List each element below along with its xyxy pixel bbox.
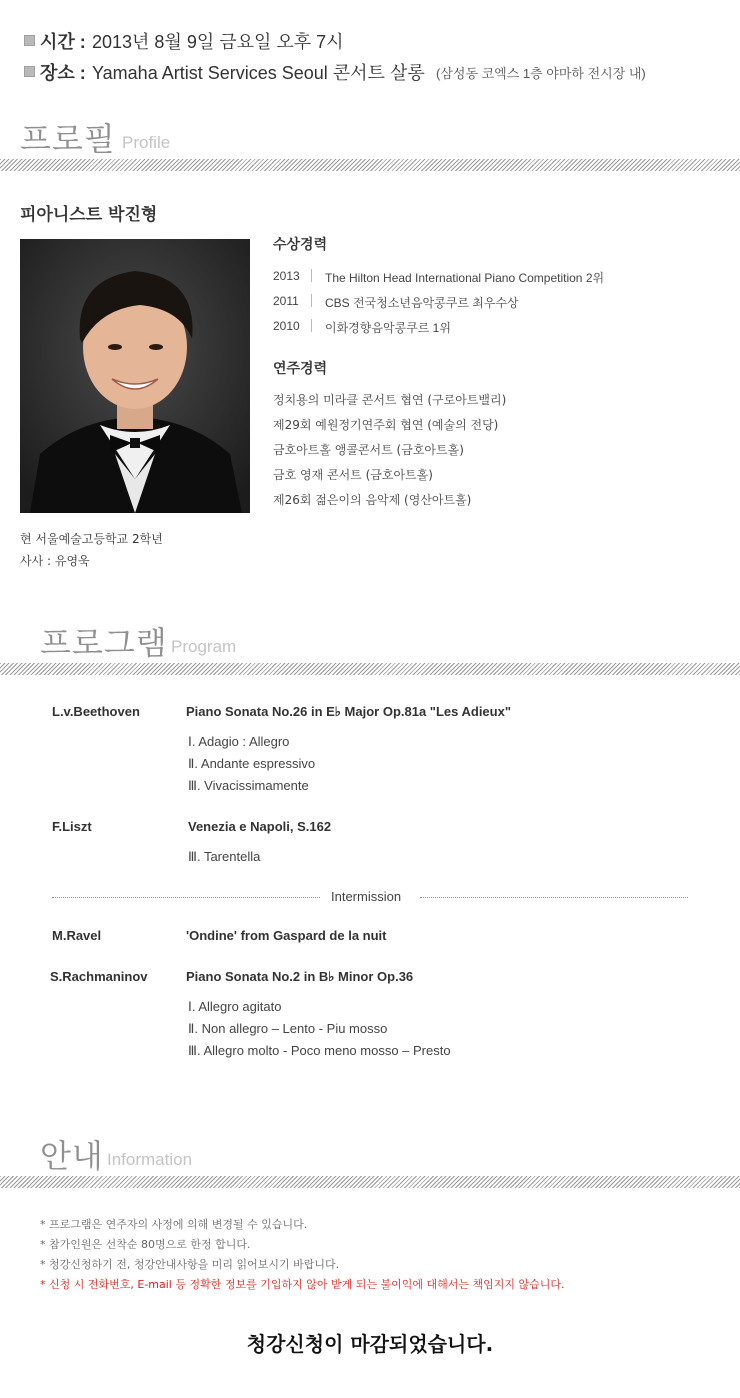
separator — [311, 269, 312, 282]
pianist-name: 피아니스트 박진형 — [20, 205, 158, 225]
piece-title: Venezia e Napoli, S.162 — [188, 819, 332, 834]
movement: Ⅲ. Allegro molto - Poco meno mosso – Presto — [188, 1043, 451, 1058]
intermission-line-left — [52, 897, 320, 898]
piece-title: 'Ondine' from Gaspard de la nuit — [186, 928, 387, 943]
movement: Ⅲ. Vivacissimamente — [188, 778, 309, 793]
place-detail: (삼성동 코엑스 1층 야마하 전시장 내) — [436, 66, 646, 81]
place-value: Yamaha Artist Services Seoul 콘서트 살롱 — [92, 63, 425, 83]
place-label: 장소 : — [40, 63, 86, 83]
section-divider — [0, 1176, 740, 1188]
award-text: 이화경향음악콩쿠르 1위 — [325, 321, 451, 335]
info-warning: * 신청 시 전화번호, E-mail 등 정확한 정보를 기입하지 않아 받게 되는 불이익에 대해서는 책임지지 않습니다. — [40, 1278, 565, 1291]
performance-item: 제29회 예원정기연주회 협연 (예술의 전당) — [273, 418, 499, 432]
award-year: 2013 — [273, 269, 300, 283]
intermission-line-right — [420, 897, 688, 898]
separator — [311, 294, 312, 307]
section-divider — [0, 663, 740, 675]
composer: L.v.Beethoven — [52, 704, 140, 719]
composer: S.Rachmaninov — [50, 969, 148, 984]
program-heading-en: Program — [171, 637, 237, 656]
performance-heading: 연주경력 — [273, 361, 328, 377]
profile-heading: 프로필 — [20, 120, 116, 158]
performance-item: 금호아트홀 앵콜콘서트 (금호아트홀) — [273, 443, 464, 457]
info-note: * 청강신청하기 전, 청강안내사항을 미리 읽어보시기 바랍니다. — [40, 1258, 340, 1271]
performance-item: 제26회 젊은이의 음악제 (영산아트홀) — [273, 493, 472, 507]
movement: Ⅰ. Adagio : Allegro — [188, 734, 290, 749]
movement: Ⅱ. Andante espressivo — [188, 756, 316, 771]
performance-item: 정치용의 미라클 콘서트 협연 (구로아트밸리) — [273, 393, 507, 407]
movement: Ⅰ. Allegro agitato — [188, 999, 282, 1014]
profile-heading-en: Profile — [122, 133, 171, 152]
performance-item: 금호 영재 콘서트 (금호아트홀) — [273, 468, 433, 482]
bullet-square-icon — [24, 66, 35, 77]
info-note: * 참가인원은 선착순 80명으로 한정 합니다. — [40, 1238, 251, 1251]
info-heading-en: Information — [107, 1150, 193, 1169]
program-heading: 프로그램 — [40, 624, 168, 662]
portrait-image — [20, 239, 250, 513]
intermission-label: Intermission — [331, 889, 402, 904]
time-value: 2013년 8월 9일 금요일 오후 7시 — [92, 32, 344, 52]
info-note: * 프로그램은 연주자의 사정에 의해 변경될 수 있습니다. — [40, 1218, 308, 1231]
separator — [311, 319, 312, 332]
section-divider — [0, 159, 740, 171]
award-year: 2010 — [273, 319, 300, 333]
teacher-caption: 사사 : 유영욱 — [20, 554, 90, 568]
piece-title: Piano Sonata No.26 in E♭ Major Op.81a "Les Adieux" — [186, 704, 511, 719]
award-year: 2011 — [273, 294, 299, 308]
awards-heading: 수상경력 — [273, 237, 328, 253]
piece-title: Piano Sonata No.2 in B♭ Minor Op.36 — [186, 969, 414, 984]
school-caption: 현 서울예술고등학교 2학년 — [20, 532, 163, 546]
composer: M.Ravel — [52, 928, 102, 943]
award-text: CBS 전국청소년음악콩쿠르 최우수상 — [325, 296, 519, 310]
movement: Ⅲ. Tarentella — [188, 849, 261, 864]
award-text: The Hilton Head International Piano Competition 2위 — [325, 271, 605, 285]
bullet-square-icon — [24, 35, 35, 46]
movement: Ⅱ. Non allegro – Lento - Piu mosso — [188, 1021, 388, 1036]
pianist-photo — [20, 239, 250, 513]
time-label: 시간 : — [40, 32, 86, 52]
closing-notice: 청강신청이 마감되었습니다. — [246, 1332, 494, 1356]
info-heading: 안내 — [40, 1137, 104, 1175]
composer: F.Liszt — [52, 819, 92, 834]
